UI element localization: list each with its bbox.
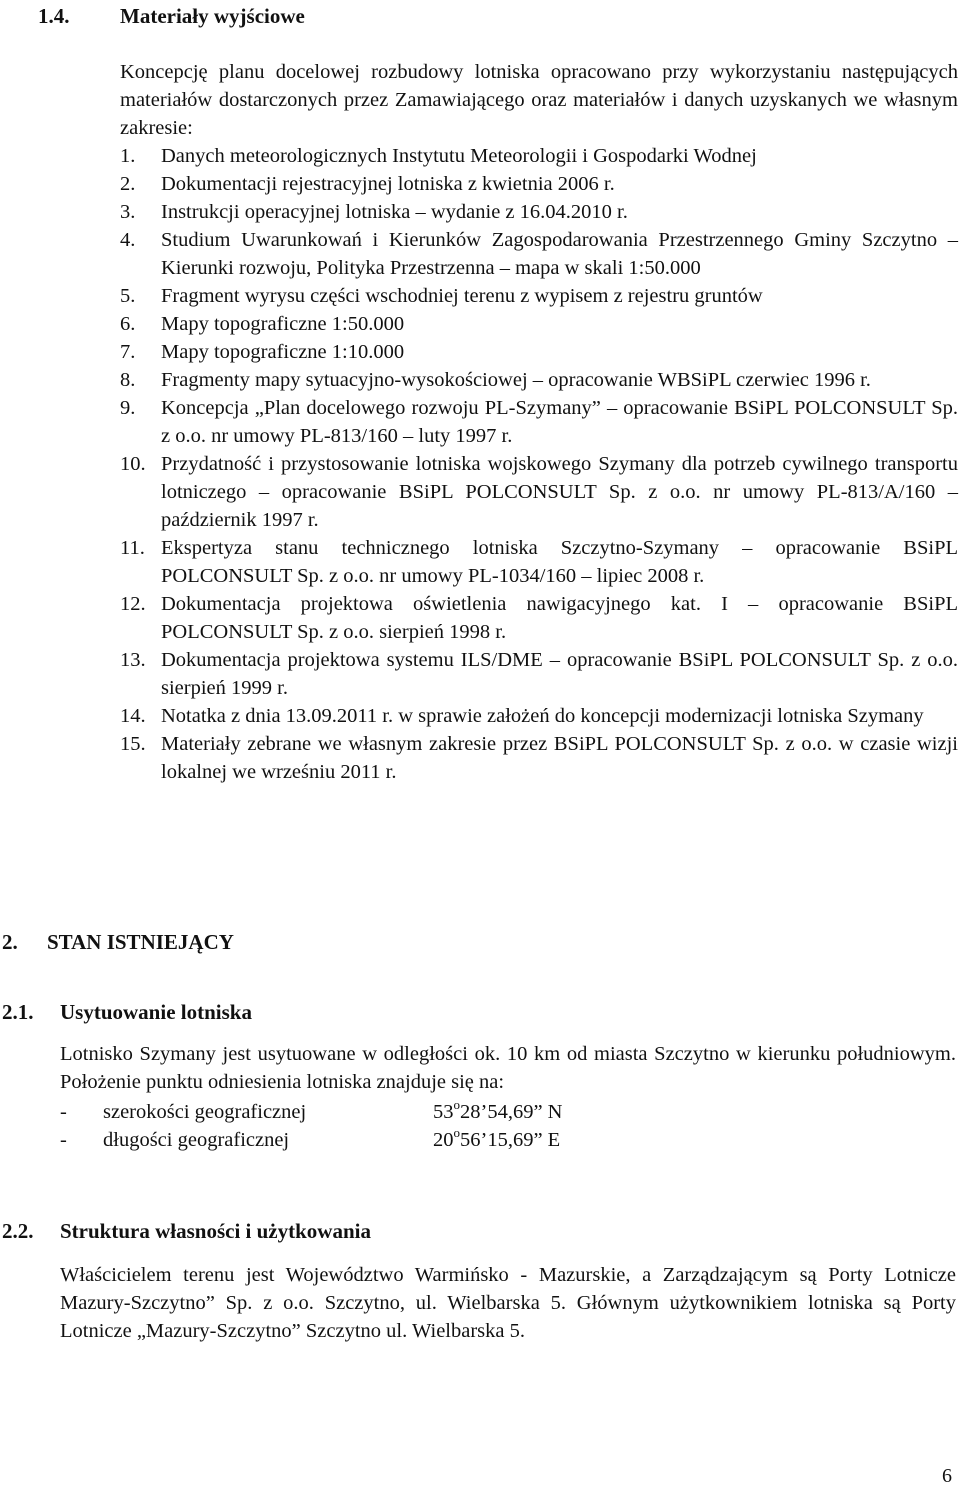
list-item: [120, 282, 958, 310]
coordinate-minutes-seconds: 56’15,69” E: [460, 1129, 561, 1151]
list-item-number: 12.: [120, 593, 146, 615]
coordinate-value: [433, 1098, 562, 1126]
ownership-paragraph: Właścicielem terenu jest Województwo Warmińsko - Mazurskie, a Zarządzającym są Porty Lotnicze Mazury-Szczytno” Sp. z o.o. Szczytno, ul. Wielbarska 5. Głównym użytkownikiem lotniska są Porty Lotnicze „Mazury-Szczytno” Szczytno ul. Wielbarska 5.: [60, 1264, 956, 1342]
list-item-text: Koncepcja „Plan docelowego rozwoju PL-Szymany” – opracowanie BSiPL POLCONSULT Sp. z o.o. nr umowy PL-813/160 – luty 1997 r.: [161, 397, 958, 447]
list-item-text: Studium Uwarunkowań i Kierunków Zagospodarowania Przestrzennego Gminy Szczytno – Kierunki rozwoju, Polityka Przestrzenna – mapa w skali 1:50.000: [161, 229, 958, 279]
section-title: Struktura własności i użytkowania: [60, 1219, 371, 1243]
list-item: [120, 170, 958, 198]
list-item-number: 6.: [120, 313, 136, 335]
list-item-text: Danych meteorologicznych Instytutu Meteorologii i Gospodarki Wodnej: [161, 145, 757, 167]
list-item: [120, 310, 958, 338]
coordinate-degrees: 20: [433, 1129, 454, 1151]
list-item-text: Dokumentacja projektowa oświetlenia nawigacyjnego kat. I – opracowanie BSiPL POLCONSULT Sp. z o.o. sierpień 1998 r.: [161, 593, 958, 643]
list-item: [120, 646, 958, 702]
coordinate-degrees: 53: [433, 1101, 454, 1123]
coordinates-list: [60, 1098, 760, 1154]
list-item-number: 2.: [120, 173, 136, 195]
list-item: [120, 702, 958, 730]
section-title: STAN ISTNIEJĄCY: [47, 930, 234, 954]
degree-mark: o: [453, 1097, 460, 1112]
list-item: [120, 394, 958, 450]
list-item: [120, 534, 958, 590]
list-item-text: Mapy topograficzne 1:10.000: [161, 341, 405, 363]
list-item-text: Ekspertyza stanu technicznego lotniska Szczytno-Szymany – opracowanie BSiPL POLCONSULT Sp. z o.o. nr umowy PL-1034/160 – lipiec 2008 r.: [161, 537, 958, 587]
list-item-number: 15.: [120, 733, 146, 755]
list-item-text: Fragmenty mapy sytuacyjno-wysokościowej – opracowanie WBSiPL czerwiec 1996 r.: [161, 369, 871, 391]
list-item: [120, 366, 958, 394]
list-item-number: 8.: [120, 369, 136, 391]
list-item-number: 7.: [120, 341, 136, 363]
list-item-text: Materiały zebrane we własnym zakresie przez BSiPL POLCONSULT Sp. z o.o. w czasie wizji lokalnej we wrześniu 2011 r.: [161, 733, 958, 783]
list-dash: -: [60, 1101, 67, 1123]
list-item: [120, 730, 958, 786]
longitude-row: [60, 1126, 760, 1154]
list-item-number: 5.: [120, 285, 136, 307]
list-item-number: 14.: [120, 705, 146, 727]
list-item: [120, 338, 958, 366]
page-number: 6: [942, 1465, 952, 1487]
section-title: Materiały wyjściowe: [120, 4, 305, 28]
degree-mark: o: [453, 1125, 460, 1140]
list-item-text: Mapy topograficzne 1:50.000: [161, 313, 405, 335]
coordinate-value: [433, 1126, 560, 1154]
list-item-number: 3.: [120, 201, 136, 223]
list-item-number: 11.: [120, 537, 145, 559]
list-item: [120, 450, 958, 534]
list-item-text: Dokumentacji rejestracyjnej lotniska z kwietnia 2006 r.: [161, 173, 615, 195]
list-item-number: 13.: [120, 649, 146, 671]
section-number: 2.: [2, 930, 18, 954]
list-item-text: Przydatność i przystosowanie lotniska wojskowego Szymany dla potrzeb cywilnego transportu lotniczego – opracowanie BSiPL POLCONSULT Sp. z o.o. nr umowy PL-813/A/160 – październik 1997 r.: [161, 453, 958, 531]
section-number: 2.1.: [2, 1000, 34, 1024]
list-item-text: Dokumentacja projektowa systemu ILS/DME – opracowanie BSiPL POLCONSULT Sp. z o.o. sierpień 1999 r.: [161, 649, 958, 699]
list-item-number: 1.: [120, 145, 136, 167]
list-item-text: Notatka z dnia 13.09.2011 r. w sprawie założeń do koncepcji modernizacji lotniska Szymany: [161, 705, 924, 727]
list-item: [120, 198, 958, 226]
list-dash: -: [60, 1129, 67, 1151]
coordinate-label: szerokości geograficznej: [103, 1101, 307, 1123]
list-item-number: 4.: [120, 229, 136, 251]
list-item: [120, 590, 958, 646]
materials-list: [120, 142, 958, 786]
section-number: 1.4.: [38, 4, 70, 28]
list-item: [120, 142, 958, 170]
list-item-number: 10.: [120, 453, 146, 475]
section-title: Usytuowanie lotniska: [60, 1000, 252, 1024]
intro-paragraph: Koncepcję planu docelowej rozbudowy lotniska opracowano przy wykorzystaniu następujących materiałów dostarczonych przez Zamawiającego oraz materiałów i danych uzyskanych we własnym zakresie:: [120, 61, 958, 139]
list-item-number: 9.: [120, 397, 136, 419]
coordinate-minutes-seconds: 28’54,69” N: [460, 1101, 563, 1123]
list-item-text: Instrukcji operacyjnej lotniska – wydanie z 16.04.2010 r.: [161, 201, 628, 223]
coordinate-label: długości geograficznej: [103, 1129, 290, 1151]
list-item-text: Fragment wyrysu części wschodniej terenu z wypisem z rejestru gruntów: [161, 285, 763, 307]
list-item: [120, 226, 958, 282]
section-number: 2.2.: [2, 1219, 34, 1243]
latitude-row: [60, 1098, 760, 1126]
location-paragraph: Lotnisko Szymany jest usytuowane w odległości ok. 10 km od miasta Szczytno w kierunku południowym. Położenie punktu odniesienia lotniska znajduje się na:: [60, 1043, 956, 1093]
